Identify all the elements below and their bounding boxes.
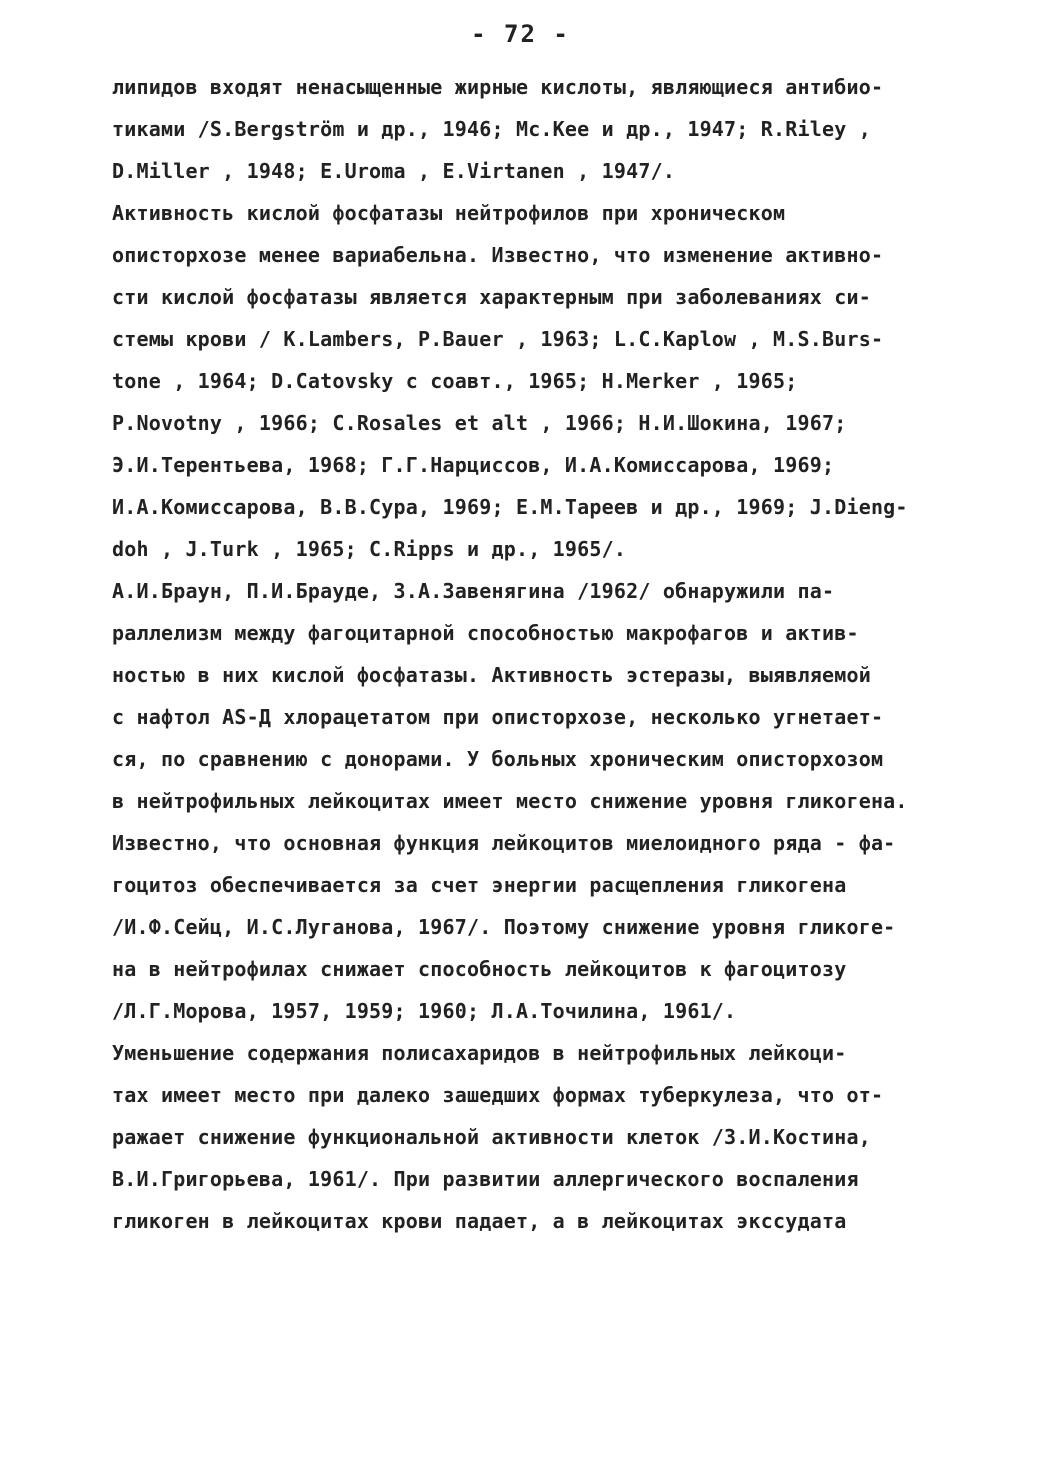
text-line: на в нейтрофилах снижает способность лейкоцитов к фагоцитозу <box>112 957 847 981</box>
text-line: В.И.Григорьева, 1961/. При развитии аллергического воспаления <box>112 1167 859 1191</box>
text-line: D.Miller , 1948; E.Uroma , E.Virtanen , 1947/. <box>112 159 676 183</box>
text-line: липидов входят ненасыщенные жирные кислоты, являющиеся антибио- <box>112 75 884 99</box>
paragraph-3 <box>112 570 972 1032</box>
text-line: с нафтол AS-Д хлорацетатом при описторхозе, несколько угнетает- <box>112 705 884 729</box>
text-line: Известно, что основная функция лейкоцитов миелоидного ряда - фа- <box>112 831 896 855</box>
text-line: тах имеет место при далеко зашедших формах туберкулеза, что от- <box>112 1083 884 1107</box>
text-line: Э.И.Терентьева, 1968; Г.Г.Нарциссов, И.А.Комиссарова, 1969; <box>112 453 835 477</box>
page-number: - 72 - <box>471 20 570 48</box>
text-line: описторхозе менее вариабельна. Известно, что изменение активно- <box>112 243 884 267</box>
paragraph-4 <box>112 1032 972 1242</box>
paragraph-1 <box>112 66 972 192</box>
text-line: И.А.Комиссарова, В.В.Сура, 1969; Е.М.Тареев и др., 1969; J.Dieng- <box>112 495 908 519</box>
text-line: тиками /S.Bergström и др., 1946; Mc.Kee и др., 1947; R.Riley , <box>112 117 871 141</box>
text-line: раллелизм между фагоцитарной способностью макрофагов и актив- <box>112 621 859 645</box>
text-line: doh , J.Turk , 1965; C.Ripps и др., 1965/. <box>112 537 627 561</box>
text-line: ражает снижение функциональной активности клеток /З.И.Костина, <box>112 1125 871 1149</box>
text-line: А.И.Браун, П.И.Брауде, З.А.Завенягина /1962/ обнаружили па- <box>112 579 835 603</box>
text-line: P.Novotny , 1966; C.Rosales et alt , 1966; Н.И.Шокина, 1967; <box>112 411 847 435</box>
text-line: гликоген в лейкоцитах крови падает, а в лейкоцитах экссудата <box>112 1209 847 1233</box>
text-line: стемы крови / K.Lambers, P.Bauer , 1963; L.C.Kaplow , M.S.Burs- <box>112 327 884 351</box>
text-line: Уменьшение содержания полисахаридов в нейтрофильных лейкоци- <box>112 1041 847 1065</box>
text-line: /Л.Г.Морова, 1957, 1959; 1960; Л.А.Точилина, 1961/. <box>112 999 737 1023</box>
paragraph-2 <box>112 192 972 570</box>
text-line: tone , 1964; D.Catovsky с соавт., 1965; H.Merker , 1965; <box>112 369 798 393</box>
text-line: ся, по сравнению с донорами. У больных хроническим описторхозом <box>112 747 884 771</box>
text-line: сти кислой фосфатазы является характерным при заболеваниях си- <box>112 285 871 309</box>
text-line: гоцитоз обеспечивается за счет энергии расщепления гликогена <box>112 873 847 897</box>
text-line: ностью в них кислой фосфатазы. Активность эстеразы, выявляемой <box>112 663 871 687</box>
text-line: /И.Ф.Сейц, И.С.Луганова, 1967/. Поэтому снижение уровня гликоге- <box>112 915 896 939</box>
text-line: в нейтрофильных лейкоцитах имеет место снижение уровня гликогена. <box>112 789 908 813</box>
text-line: Активность кислой фосфатазы нейтрофилов при хроническом <box>112 201 786 225</box>
